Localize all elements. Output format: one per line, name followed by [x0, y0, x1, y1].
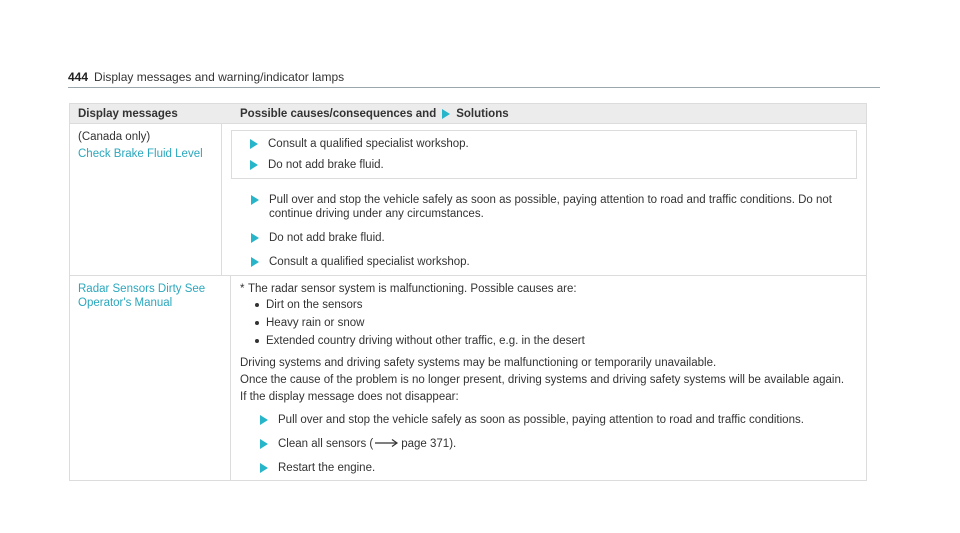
- step-text: Do not add brake fluid.: [269, 232, 385, 244]
- list-item: Heavy rain or snow: [255, 316, 857, 330]
- step-arrow-icon: [250, 139, 258, 149]
- step-arrow-icon: [260, 463, 268, 473]
- solution-step: [260, 413, 857, 427]
- solution-step: [251, 193, 857, 221]
- paragraph: If the display message does not disappear:: [240, 391, 459, 403]
- causes-list: [240, 298, 857, 348]
- table-row-radar-sensors-dirty: [70, 275, 866, 480]
- message-cell: [70, 124, 222, 275]
- page-reference-arrow-icon: [375, 438, 399, 448]
- solution-step: [250, 137, 846, 151]
- column-header-causes-solutions: [231, 107, 866, 121]
- step-arrow-icon: [251, 195, 259, 205]
- step-text: Pull over and stop the vehicle safely as soon as possible, paying attention to road and traffic conditions.: [278, 414, 804, 426]
- note-text: The radar sensor system is malfunctioning. Possible causes are:: [248, 283, 577, 295]
- solution-arrow-icon: [442, 109, 450, 119]
- column-header-solutions-text: Solutions: [456, 107, 509, 120]
- table-row-check-brake-fluid: [70, 123, 866, 275]
- solution-step: [260, 461, 857, 475]
- message-radar-sensors-line2: Operator's Manual: [78, 297, 173, 309]
- page-reference-link[interactable]: page 371).: [401, 438, 457, 450]
- step-text: Consult a qualified specialist workshop.: [269, 256, 470, 268]
- column-header-display-messages: Display messages: [78, 107, 178, 120]
- cause-note: [240, 282, 857, 296]
- message-cell: [70, 276, 231, 480]
- page-header: [68, 70, 880, 88]
- page-header-title: Display messages and warning/indicator lamps: [94, 70, 345, 84]
- display-messages-table: [69, 103, 867, 481]
- step-arrow-icon: [251, 233, 259, 243]
- step-arrow-icon: [260, 439, 268, 449]
- page-number: 444: [68, 70, 89, 84]
- step-text-clean-sensors: [278, 437, 456, 451]
- message-radar-sensors-line1: Radar Sensors Dirty See: [78, 283, 206, 295]
- message-check-brake-fluid-level: Check Brake Fluid Level: [78, 148, 203, 160]
- step-arrow-icon: [251, 257, 259, 267]
- nested-solutions-box: [231, 130, 857, 179]
- solutions-cell: [231, 276, 866, 480]
- list-item: Extended country driving without other traffic, e.g. in the desert: [255, 334, 857, 348]
- step-text: Consult a qualified specialist workshop.: [268, 138, 469, 150]
- list-item: Dirt on the sensors: [255, 298, 857, 312]
- solution-step: [251, 231, 857, 245]
- column-header-causes-text: Possible causes/consequences and: [240, 107, 437, 120]
- solution-step: [251, 255, 857, 269]
- region-label: (Canada only): [78, 131, 151, 143]
- step-text: Restart the engine.: [278, 462, 376, 474]
- solution-step: [250, 158, 846, 172]
- paragraph: Driving systems and driving safety systems may be malfunctioning or temporarily unavailable.: [240, 357, 717, 369]
- paragraph: Once the cause of the problem is no longer present, driving systems and driving safety systems will be available again.: [240, 374, 845, 386]
- step-arrow-icon: [260, 415, 268, 425]
- step-text: Pull over and stop the vehicle safely as soon as possible, paying attention to road and traffic conditions. Do not continue driving under any circumstances.: [269, 194, 832, 220]
- solution-step: [260, 437, 857, 451]
- note-asterisk: *: [240, 283, 245, 295]
- step-text: Do not add brake fluid.: [268, 159, 384, 171]
- step-text: Clean all sensors (: [278, 438, 374, 450]
- step-arrow-icon: [250, 160, 258, 170]
- solutions-cell: [222, 124, 866, 275]
- table-header-row: [70, 104, 866, 123]
